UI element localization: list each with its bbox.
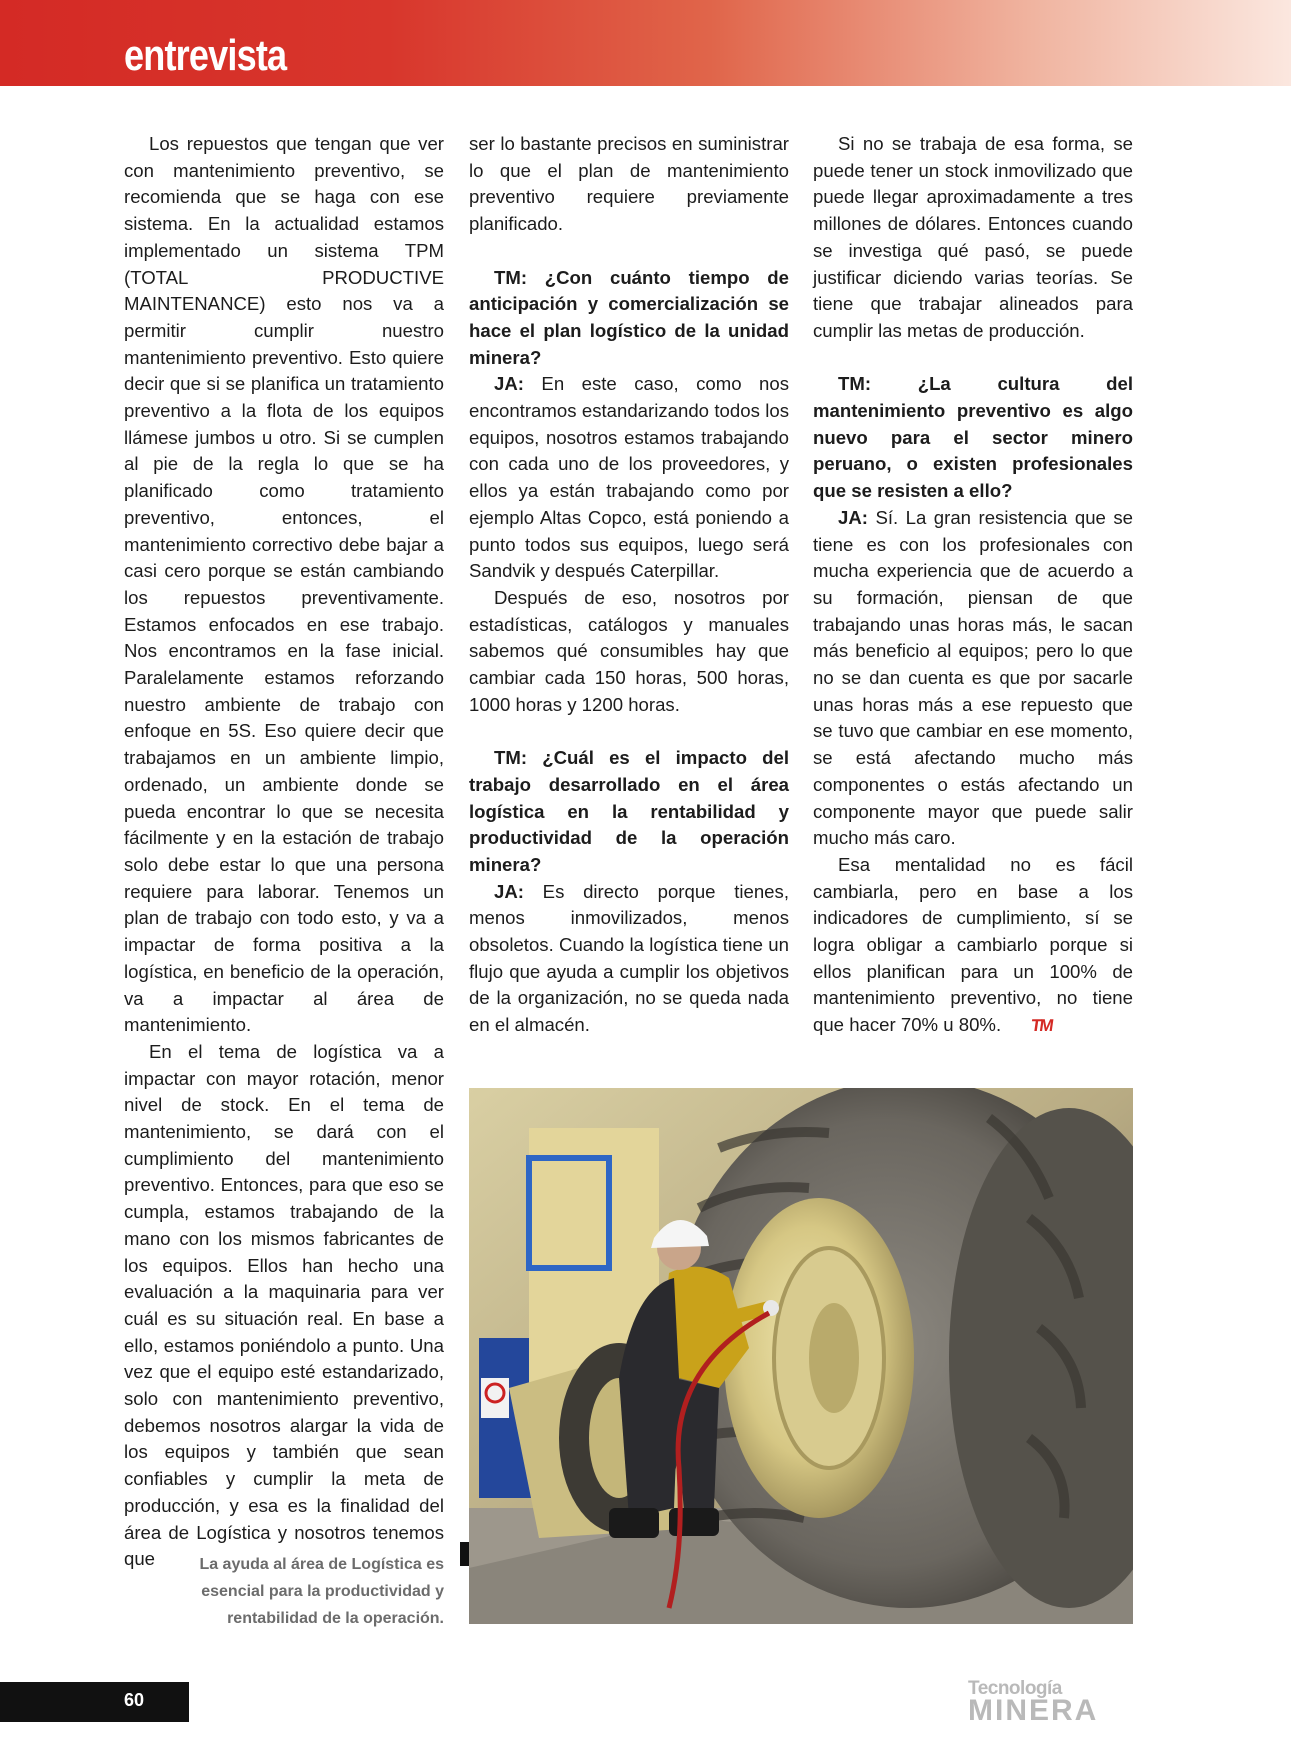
paragraph: Después de eso, nosotros por estadísticas, catálogos y manuales sabemos qué consumibles hay que cambiar cada 150 horas, 500 horas, 1000 horas y 1200 horas. (469, 586, 789, 715)
page-number-box (0, 1682, 189, 1722)
brand-top-line: Tecnología (968, 1678, 1062, 1699)
interview-question: TM: ¿La cultura del mantenimiento preventivo es algo nuevo para el sector minero peruano, o existen profesionales que se resisten a ello? (813, 373, 1133, 502)
interview-answer (813, 505, 1133, 852)
interview-answer (469, 879, 789, 1039)
paragraph: ser lo bastante precisos en suministrar lo que el plan de mantenimiento preventivo requiere previamente planificado. (469, 133, 789, 235)
article-column-3 (813, 131, 1133, 1040)
answer-text: Sí. La gran resistencia que se tiene es con los profesionales con mucha experiencia que de acuerdo a su formación, piensan de que trabajando unas horas más, le sacan más beneficio al equipos; pero lo que no se dan cuenta es que por sacarle unas horas más a ese repuesto que se tuvo que cambiar en ese momento, se está afectando mucho más componentes o estás afectando un componente mayor que puede salir mucho más caro. (813, 506, 1133, 849)
end-mark-logo: TM (1030, 1016, 1054, 1036)
section-title: entrevista (124, 31, 287, 80)
paragraph (813, 852, 1133, 1040)
paragraph-text: Esa mentalidad no es fácil cambiarla, pero en base a los indicadores de cumplimiento, sí se logra obligar a cambiarlo porque si ellos planifican para un 100% de mantenimiento preventivo, no tiene que hacer 70% u 80%. (813, 853, 1133, 1036)
answer-speaker: JA: (494, 880, 524, 902)
answer-speaker: JA: (838, 506, 868, 528)
interview-question: TM: ¿Con cuánto tiempo de anticipación y comercialización se hace el plan logístico de la unidad minera? (469, 266, 789, 368)
paragraph: En el tema de logística va a impactar con mayor rotación, menor nivel de stock. En el tema de mantenimiento, se dará con el cumplimiento del mantenimiento preventivo. Entonces, para que eso se cumpla, estamos trabajando de la mano con los mismos fabricantes de los equipos. Ellos han hecho una evaluación a la maquinaria para ver cuál es su situación real. En base a ello, estamos poniéndolo a punto. Una vez que el equipo esté estandarizado, solo con mantenimiento preventivo, debemos nosotros alargar la vida de los equipos y también que sean confiables y cumplir la meta de producción, y esa es la finalidad del área de Logística y nosotros tenemos que (124, 1040, 444, 1570)
answer-text: Es directo porque tienes, menos inmovilizados, menos obsoletos. Cuando la logística tiene un flujo que ayuda a cumplir los objetivos de la organización, no se queda nada en el almacén. (469, 880, 789, 1036)
mining-truck-tire-photo (469, 1088, 1133, 1624)
paragraph: Los repuestos que tengan que ver con mantenimiento preventivo, se recomienda que se haga con ese sistema. En la actualidad estamos implementado un sistema TPM (TOTAL PRODUCTIVE MAINTENANCE) esto nos va a permitir cumplir nuestro mantenimiento preventivo. Esto quiere decir que si se planifica un tratamiento preventivo a la flota de los equipos llámese jumbos u otro. Si se cumplen al pie de la regla lo que se ha planificado como tratamiento preventivo, entonces, el mantenimiento correctivo debe bajar a casi cero porque se están cambiando los repuestos preventivamente. Estamos enfocados en ese trabajo. Nos encontramos en la fase inicial. Paralelamente estamos reforzando nuestro ambiente de trabajo con enfoque en 5S. Eso quiere decir que trabajamos en un ambiente limpio, ordenado, un ambiente donde se pueda encontrar lo que se necesita fácilmente y en la estación de trabajo solo debe estar lo que una persona requiere para laborar. Tenemos un plan de trabajo con todo esto, y va a impactar de forma positiva a la logística, en beneficio de la operación, va a impactar al área de mantenimiento. (124, 133, 444, 1036)
page-number: 60 (124, 1690, 145, 1710)
article-column-2 (469, 131, 789, 1039)
answer-text: En este caso, como nos encontramos estandarizando todos los equipos, nosotros estamos trabajando con cada uno de los proveedores, y ellos ya están trabajando como por ejemplo Altas Copco, está poniendo a punto todos sus equipos, luego será Sandvik y después Caterpillar. (469, 373, 789, 582)
photo-caption: La ayuda al área de Logística es esencial para la productividad y rentabilidad de la operación. (199, 1556, 444, 1627)
article-photo (469, 1088, 1133, 1624)
publication-logo (968, 1679, 1098, 1726)
interview-question: TM: ¿Cuál es el impacto del trabajo desarrollado en el área logística en la rentabilidad y productividad de la operación minera? (469, 747, 789, 875)
brand-bottom-line: MINERA (968, 1694, 1099, 1727)
caption-bar (460, 1542, 469, 1566)
answer-speaker: JA: (494, 373, 524, 395)
paragraph: Si no se trabaja de esa forma, se puede tener un stock inmovilizado que puede llegar aproximadamente a tres millones de dólares. Entonces cuando se investiga qué pasó, se puede justificar diciendo varias teorías. Se tiene que trabajar alineados para cumplir las metas de producción. (813, 133, 1133, 341)
interview-answer (469, 371, 789, 585)
article-column-1 (124, 131, 444, 1573)
